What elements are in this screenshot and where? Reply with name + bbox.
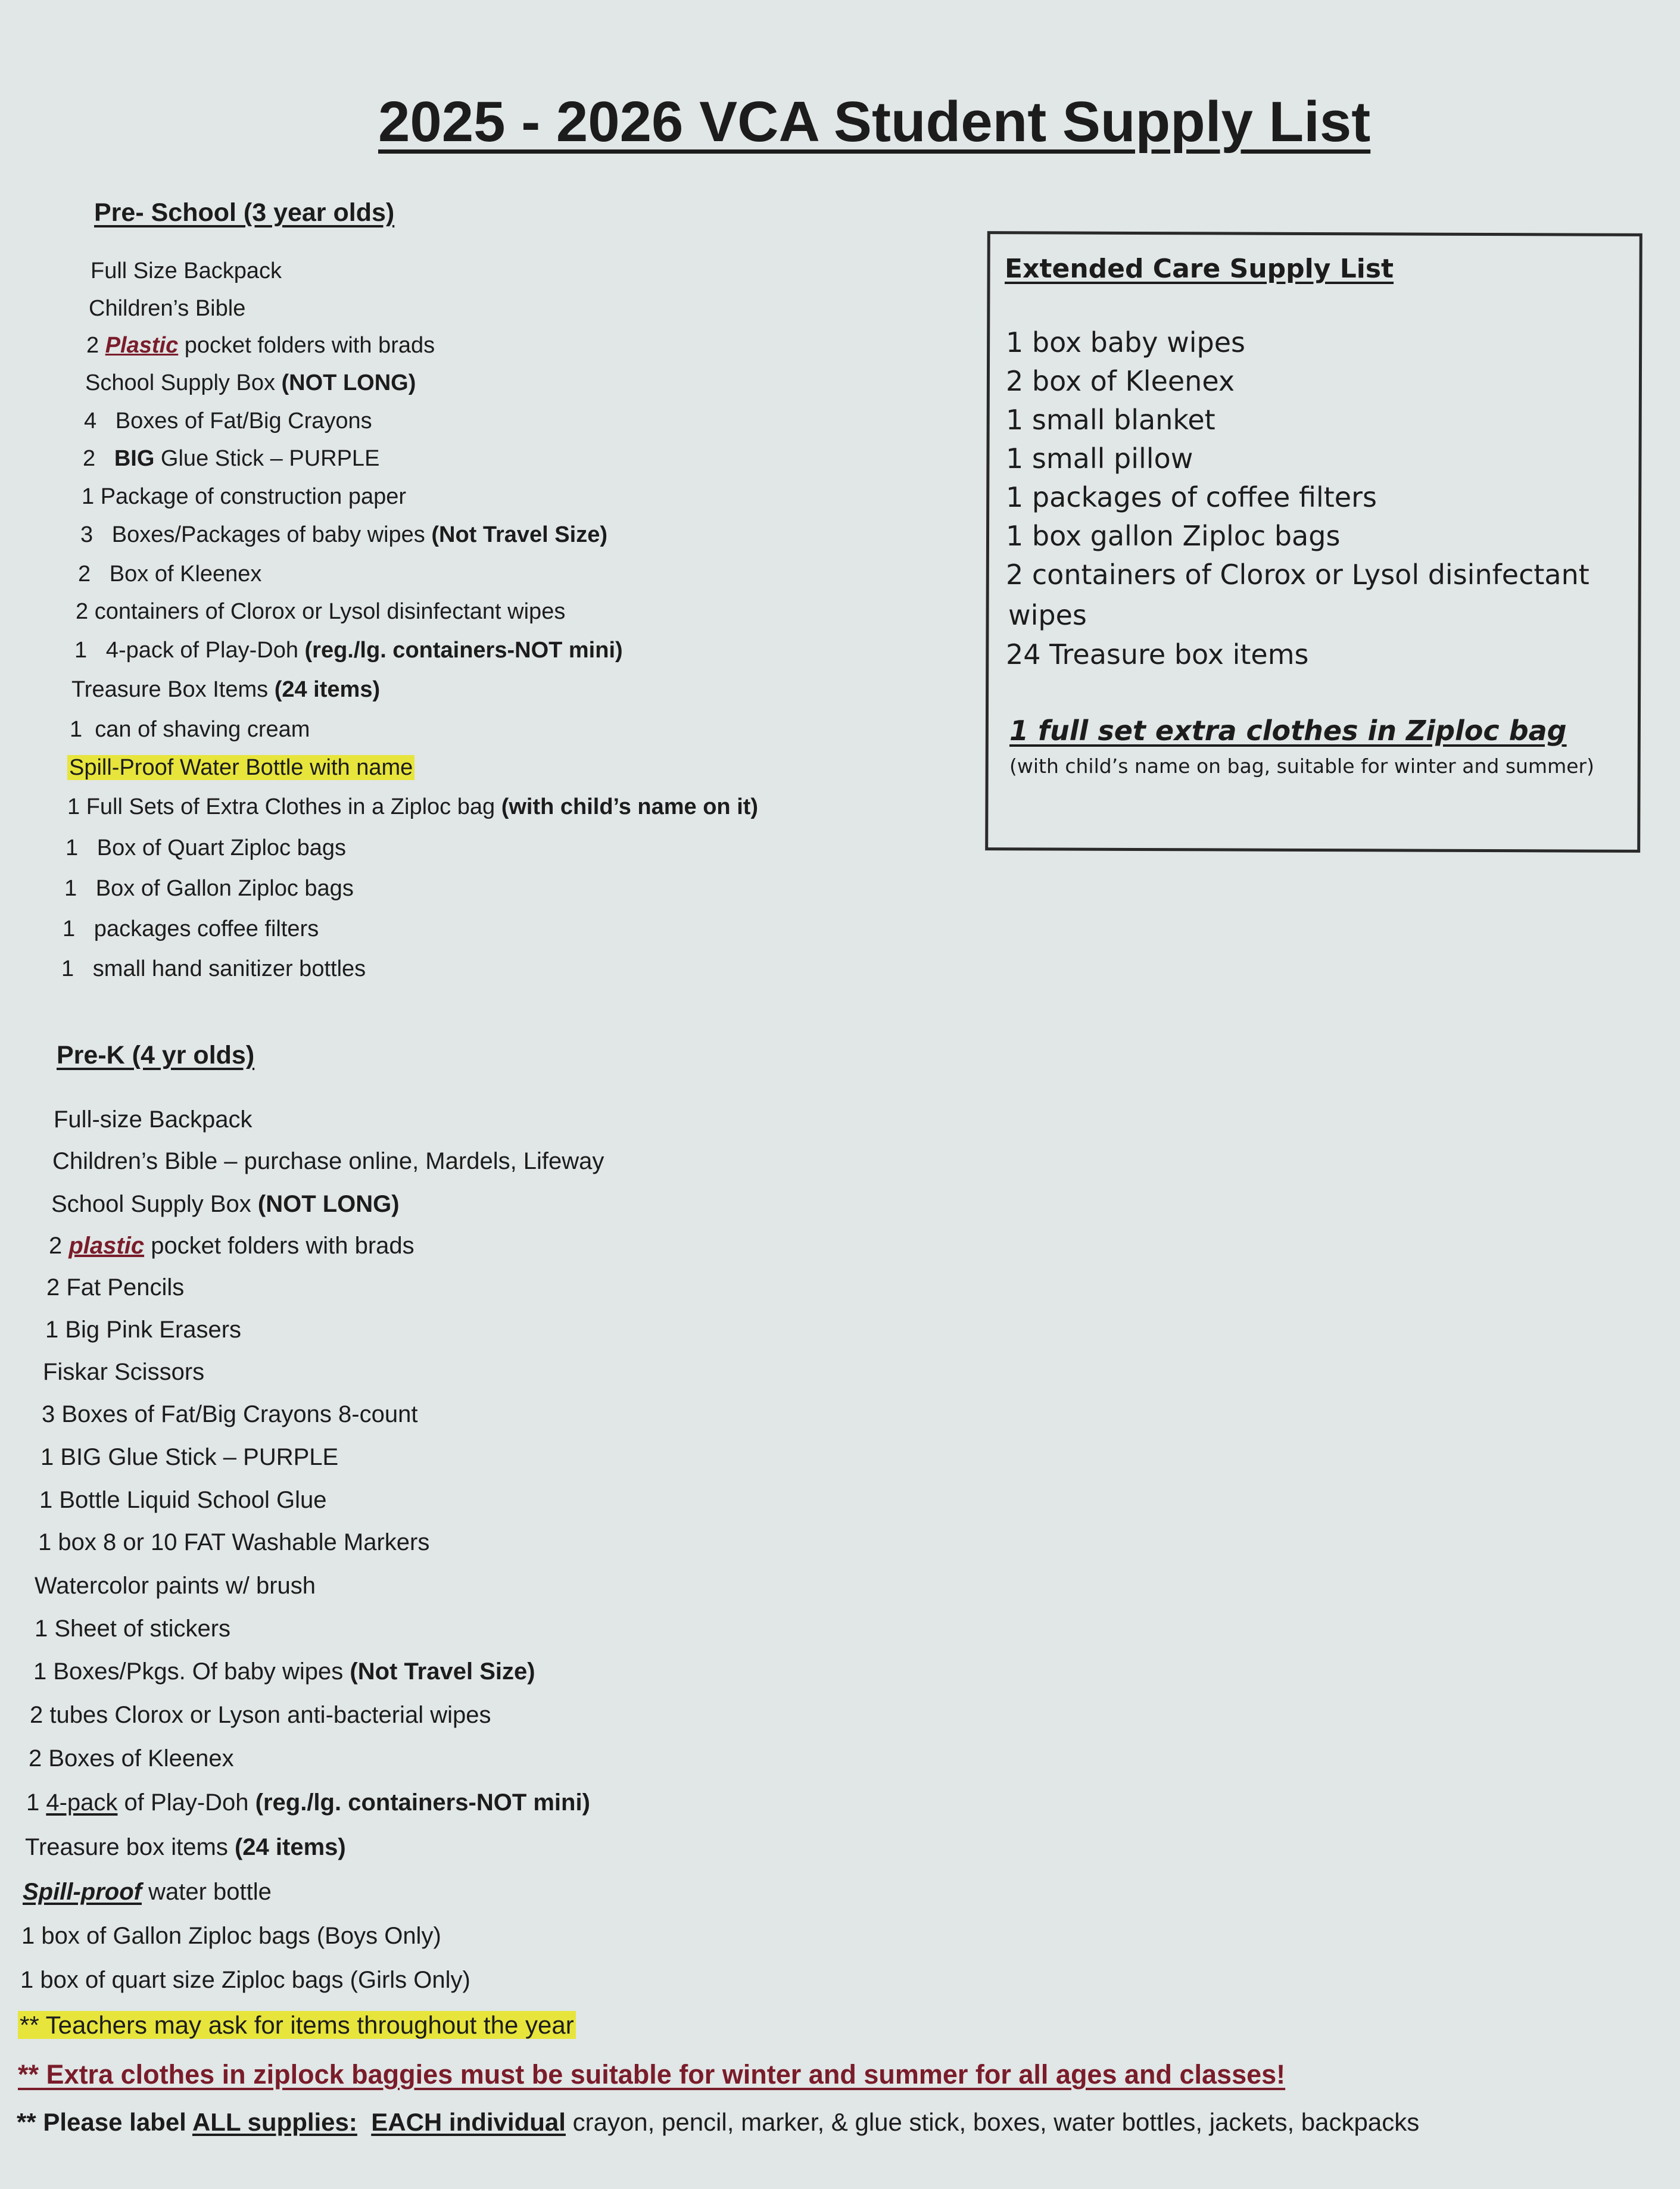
item-part-b: (24 items) <box>274 677 381 702</box>
item-part-em: plastic <box>68 1233 145 1259</box>
extended-care-heading: Extended Care Supply List <box>1005 254 1394 284</box>
prek-item <box>35 1573 316 1599</box>
preschool-item <box>63 916 319 942</box>
extended-care-item: 2 box of Kleenex <box>1006 365 1235 397</box>
prek-item <box>23 1879 272 1906</box>
item-part-a: 1 box 8 or 10 FAT Washable Markers <box>38 1529 430 1555</box>
item-part-c: Glue Stick – PURPLE <box>154 446 380 471</box>
item-part-a: 2 <box>86 333 105 358</box>
item-part-a: 2 Box of Kleenex <box>78 562 262 587</box>
item-part-ui: Spill-proof <box>23 1879 142 1905</box>
prek-item <box>21 1923 441 1950</box>
item-part-b: (reg./lg. containers-NOT mini) <box>255 1789 590 1816</box>
item-part-a: 1 packages coffee filters <box>63 916 319 941</box>
item-part-c: water bottle <box>141 1879 272 1905</box>
item-part-b: (24 items) <box>234 1834 346 1860</box>
item-part-a: Treasure box items <box>25 1834 235 1860</box>
preschool-item <box>84 409 372 434</box>
item-part-a: Full-size Backpack <box>54 1106 253 1133</box>
preschool-item <box>82 484 406 510</box>
preschool-item <box>80 522 607 548</box>
preschool-heading: Pre- School (3 year olds) <box>94 198 395 227</box>
preschool-item <box>67 755 414 781</box>
preschool-item <box>91 258 282 284</box>
prek-item <box>51 1191 400 1218</box>
prek-item <box>30 1702 491 1729</box>
prek-item <box>26 1789 590 1816</box>
teachers-note-text: ** Teachers may ask for items throughout the year <box>18 2011 576 2039</box>
item-part-a: 1 Sheet of stickers <box>35 1616 231 1642</box>
item-part-u: 4-pack <box>46 1789 118 1816</box>
prek-item <box>33 1658 535 1685</box>
item-part-b: (NOT LONG) <box>281 370 416 395</box>
prek-item <box>46 1274 184 1301</box>
item-part-a: 1 BIG Glue Stick – PURPLE <box>40 1444 339 1470</box>
item-part-a: 1 Box of Gallon Ziploc bags <box>64 876 354 901</box>
label-note-space <box>357 2108 371 2136</box>
item-part-b: (NOT LONG) <box>257 1191 400 1217</box>
item-part-a: 1 Box of Quart Ziploc bags <box>66 835 347 860</box>
item-part-a: Watercolor paints w/ brush <box>35 1573 316 1599</box>
item-part-b: (Not Travel Size) <box>350 1658 535 1685</box>
prek-item <box>35 1616 230 1642</box>
preschool-item <box>85 370 416 396</box>
item-part-a: 1 can of shaving cream <box>70 717 310 742</box>
item-part-a: 2 Boxes of Kleenex <box>29 1745 234 1772</box>
prek-item <box>49 1233 414 1259</box>
preschool-item <box>64 876 354 902</box>
item-part-b: (with child’s name on it) <box>501 794 759 819</box>
item-part-c: pocket folders with brads <box>144 1233 414 1259</box>
preschool-item <box>67 794 758 820</box>
item-part-a: 4 Boxes of Fat/Big Crayons <box>84 409 372 434</box>
clothes-note: ** Extra clothes in ziplock baggies must be suitable for winter and summer for all ages and classes! <box>18 2059 1286 2090</box>
item-part-a: 2 containers of Clorox or Lysol disinfectant wipes <box>76 599 566 624</box>
prek-item <box>39 1487 327 1514</box>
prek-item <box>29 1745 234 1772</box>
label-note-rest: crayon, pencil, marker, & glue stick, boxes, water bottles, jackets, backpacks <box>565 2108 1420 2136</box>
prek-heading: Pre-K (4 yr olds) <box>57 1041 255 1069</box>
item-part-a: 1 Package of construction paper <box>82 484 407 509</box>
extended-care-item: 1 small pillow <box>1006 442 1193 475</box>
prek-item <box>40 1444 338 1471</box>
label-note-each: EACH individual <box>371 2108 566 2136</box>
item-part-a: Children’s Bible – purchase online, Mardels, Lifeway <box>52 1148 604 1174</box>
preschool-item <box>74 638 623 663</box>
page-title: 2025 - 2026 VCA Student Supply List <box>378 90 1371 154</box>
item-part-a: 2 Fat Pencils <box>46 1274 185 1301</box>
extended-care-item: 1 packages of coffee filters <box>1006 481 1377 513</box>
extended-care-item: 1 small blanket <box>1006 404 1215 436</box>
item-part-a: 1 Full Sets of Extra Clothes in a Ziploc bag <box>67 794 501 819</box>
item-part-em: Plastic <box>105 333 179 358</box>
item-part-b: (reg./lg. containers-NOT mini) <box>304 638 623 663</box>
preschool-item <box>83 446 379 472</box>
item-part-a: 1 4-pack of Play-Doh <box>74 638 305 663</box>
extended-care-item: 2 containers of Clorox or Lysol disinfectant <box>1006 559 1589 591</box>
item-part-a: 3 Boxes of Fat/Big Crayons 8-count <box>42 1401 418 1427</box>
item-part-b: (Not Travel Size) <box>431 522 607 547</box>
label-note <box>17 2108 1419 2137</box>
item-part-a: 2 tubes Clorox or Lyson anti-bacterial wipes <box>30 1702 491 1728</box>
item-part-a: 3 Boxes/Packages of baby wipes <box>80 522 432 547</box>
extended-care-clothes: 1 full set extra clothes in Ziploc bag <box>1009 715 1567 747</box>
item-part-b: BIG <box>114 446 155 471</box>
preschool-item <box>86 333 435 358</box>
prek-item <box>20 1967 470 1994</box>
extended-care-item: 24 Treasure box items <box>1006 638 1309 671</box>
prek-item <box>42 1401 417 1428</box>
item-part-a: Full Size Backpack <box>91 258 282 283</box>
extended-care-item: 1 box gallon Ziploc bags <box>1006 520 1341 552</box>
prek-item <box>25 1834 346 1861</box>
item-part-a: 1 box of quart size Ziploc bags (Girls Only) <box>20 1967 470 1993</box>
preschool-item <box>76 599 565 625</box>
prek-item <box>38 1529 429 1556</box>
item-part-a: 1 box of Gallon Ziploc bags (Boys Only) <box>21 1923 441 1949</box>
preschool-item <box>78 562 261 587</box>
prek-item <box>54 1106 252 1133</box>
item-part-a: 1 small hand sanitizer bottles <box>61 956 366 981</box>
item-part-c: of Play-Doh <box>117 1789 255 1816</box>
label-note-all: ALL supplies: <box>192 2108 357 2136</box>
item-part-a: 1 Bottle Liquid School Glue <box>39 1487 327 1513</box>
item-part-hl: Spill-Proof Water Bottle with name <box>67 755 414 780</box>
item-part-a: 2 <box>49 1233 69 1259</box>
item-part-a: 1 Boxes/Pkgs. Of baby wipes <box>33 1658 350 1685</box>
teachers-note <box>18 2011 576 2040</box>
extended-care-clothes-note: (with child’s name on bag, suitable for winter and summer) <box>1009 754 1594 778</box>
preschool-item <box>70 717 310 743</box>
prek-item <box>43 1359 204 1386</box>
item-part-a: 1 Big Pink Erasers <box>45 1317 242 1343</box>
preschool-item <box>71 677 380 703</box>
prek-item <box>52 1148 604 1175</box>
item-part-a: 1 <box>26 1789 46 1816</box>
label-note-prefix: ** Please label <box>17 2108 192 2136</box>
item-part-a: Children’s Bible <box>89 296 246 321</box>
item-part-c: pocket folders with brads <box>178 333 435 358</box>
extended-care-item: wipes <box>1008 599 1087 631</box>
item-part-a: School Supply Box <box>85 370 282 395</box>
preschool-item <box>66 835 346 861</box>
item-part-a: Fiskar Scissors <box>43 1359 205 1385</box>
extended-care-item: 1 box baby wipes <box>1006 326 1245 358</box>
item-part-a: School Supply Box <box>51 1191 258 1217</box>
item-part-a: Treasure Box Items <box>71 677 275 702</box>
preschool-item <box>89 296 245 322</box>
item-part-a: 2 <box>83 446 114 471</box>
prek-item <box>45 1317 241 1343</box>
preschool-item <box>61 956 366 982</box>
